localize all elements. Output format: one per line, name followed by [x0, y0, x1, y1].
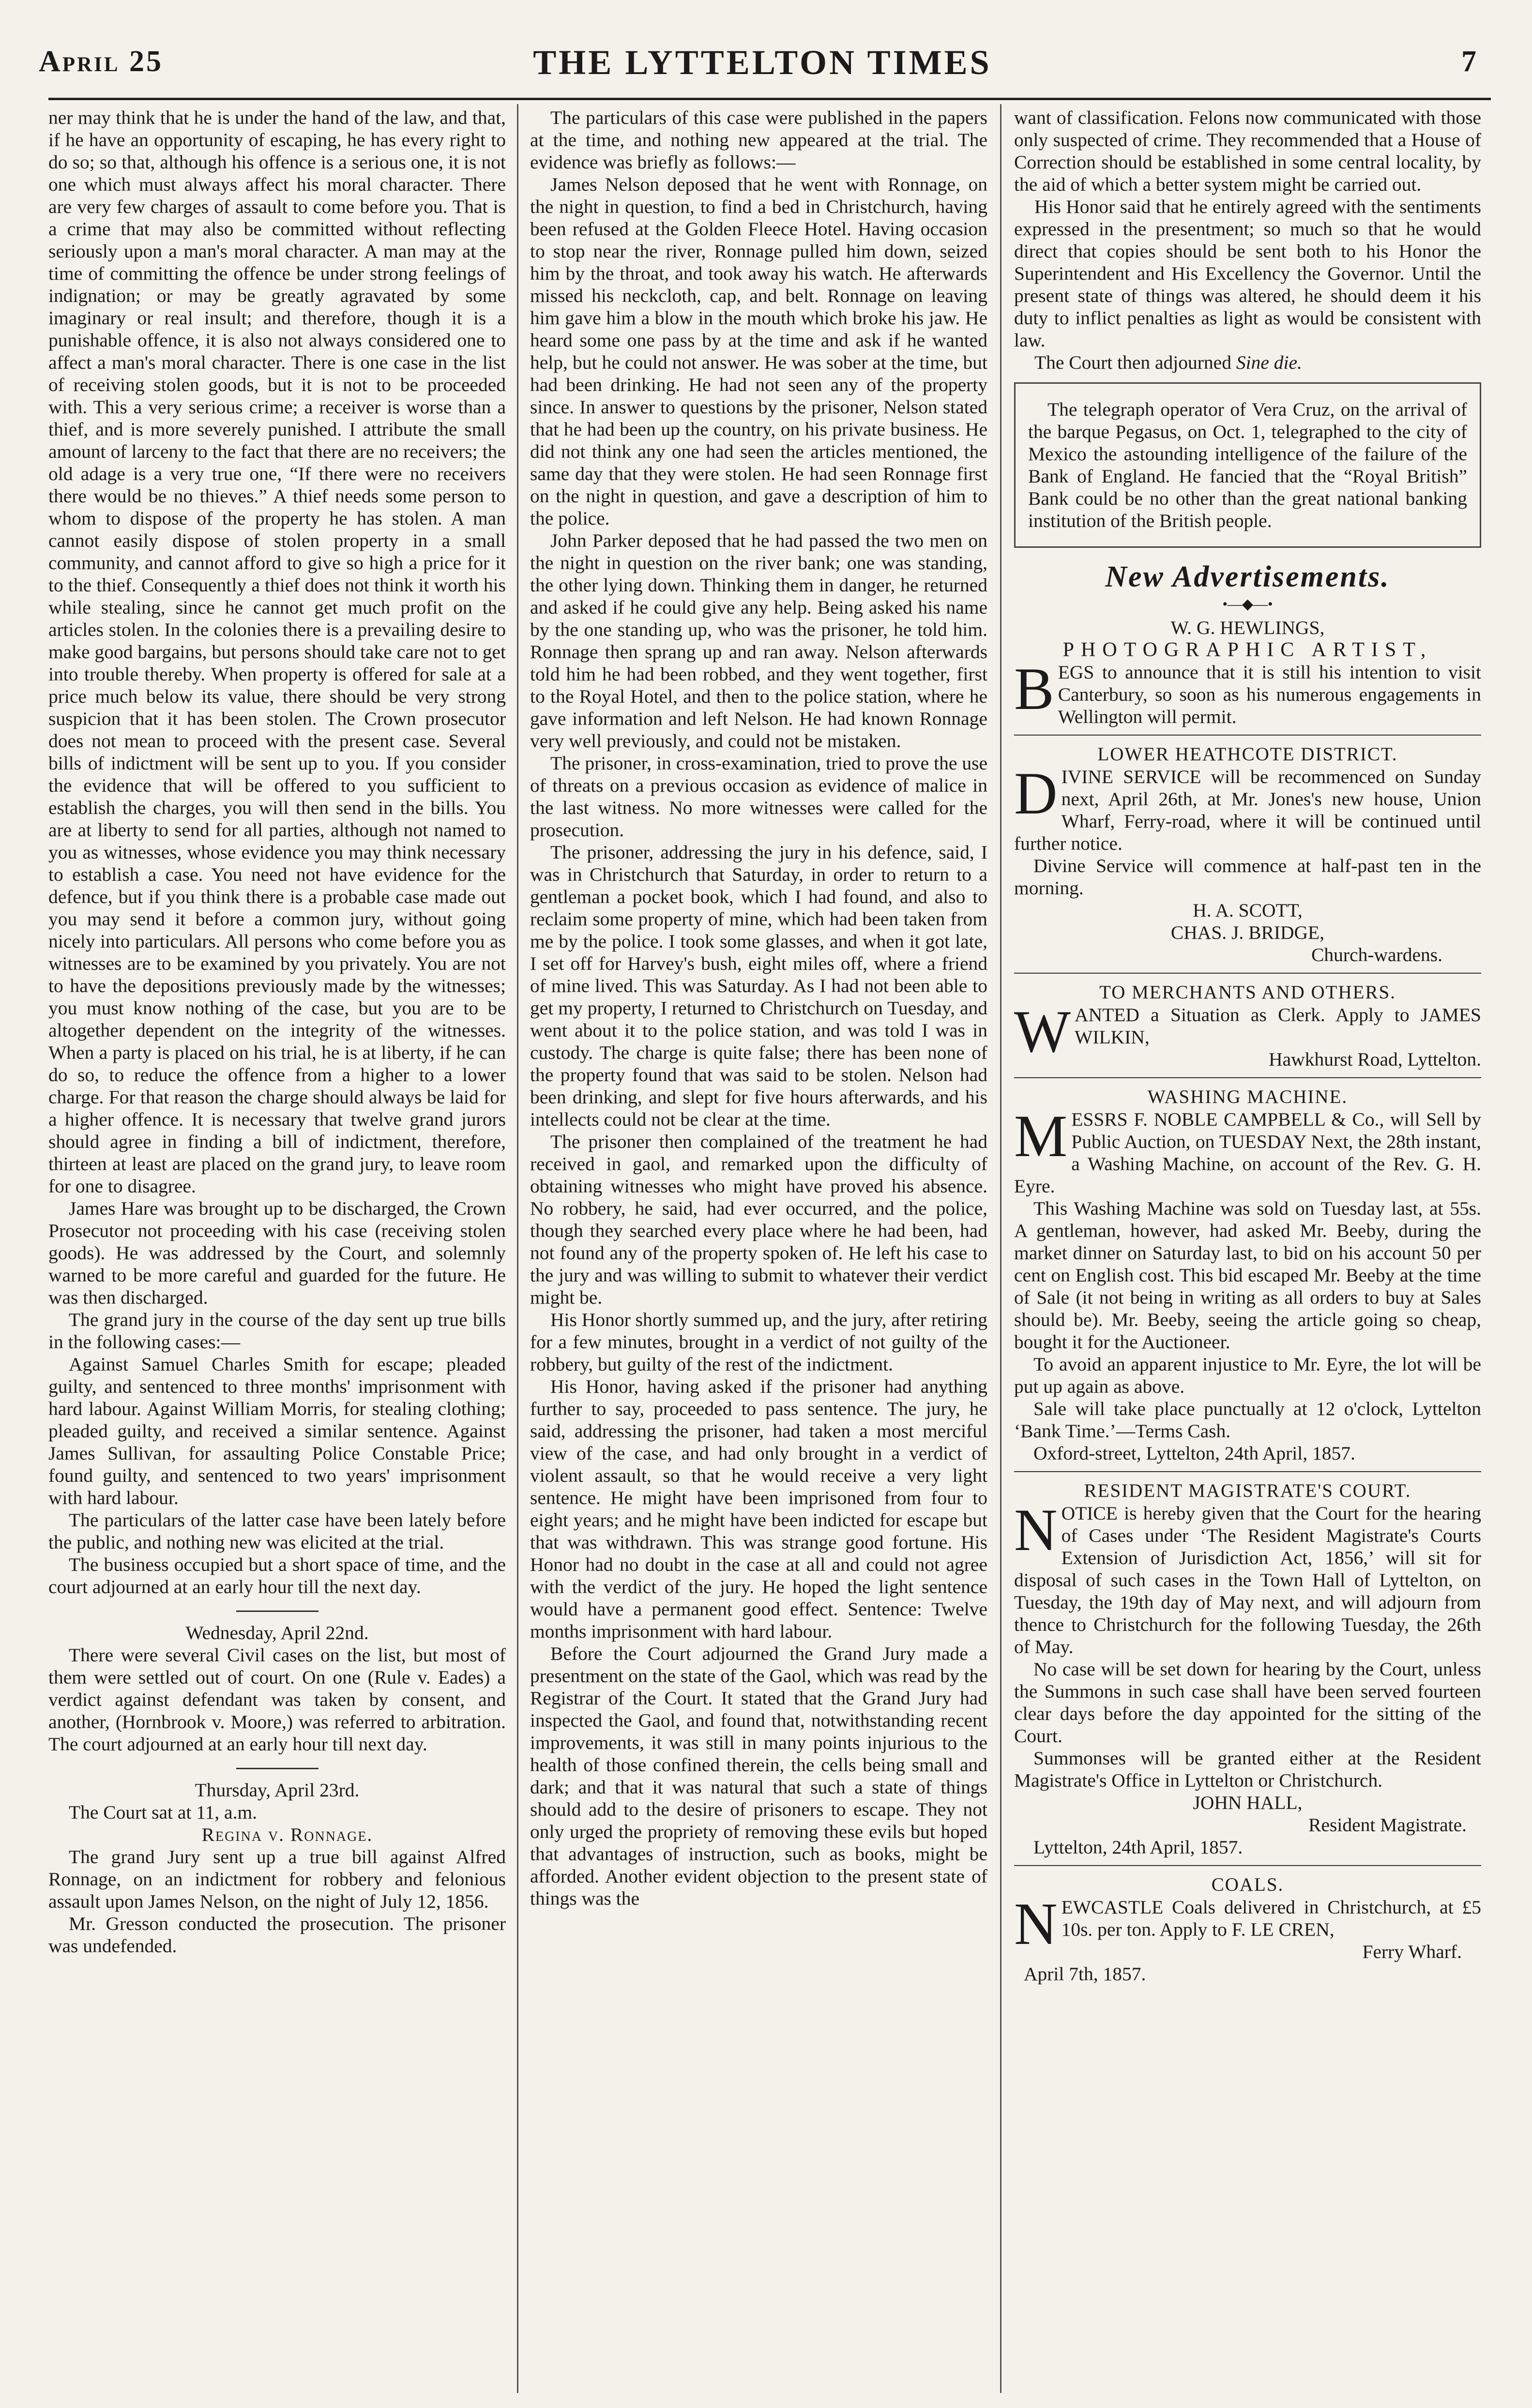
ad-heading: WASHING MACHINE.	[1147, 1086, 1348, 1107]
ad-text: OTICE is hereby given that the Court for the hearing of Cases under ‘The Resident Magistrate's Courts Extension of Jurisdiction Act, 1856,’ will sit for disposal of such cases in the Town Hall of Lyttelton, on Tuesday, the 19th day of May next, and will adjourn from thence to Christchurch for the following Tuesday, the 26th of May.	[1014, 1503, 1481, 1657]
ad-heading: LOWER HEATHCOTE DISTRICT.	[1097, 744, 1398, 765]
ad-body	[1014, 1103, 1481, 1197]
ad-text: No case will be set down for hearing by the Court, unless the Summons in such case shall have been served fourteen clear days before the day appointed for the sitting of the Court.	[1014, 1658, 1481, 1746]
ad-text: EGS to announce that it is still his intention to visit Canterbury, so soon as his numerous engagements in Wellington will permit.	[1058, 662, 1481, 727]
paragraph: The business occupied but a short space of time, and the court adjourned at an early hour till the next day.	[48, 1554, 506, 1597]
ad-signature-role: Church-wardens.	[1311, 944, 1442, 965]
ad-rule	[1014, 973, 1481, 974]
paragraph: ner may think that he is under the hand of the law, and that, if he have an opportunity of escaping, he has every right to do so; so that, although his offence is a serious one, it is not one which must always affect his moral character. There are very few charges of assault to come before you. That is a crime that may also be committed without reflecting seriously upon a man's moral character. A man may at the time of committing the offence be under strong feelings of indignation; or may be greatly agravated by some imaginary or real insult; and therefore, though it is a punishable offence, it is also not always considered one to affect a man's moral character. There is one case in the list of receiving stolen goods, but it is not to be proceeded with. This a very serious crime; a receiver is worse than a thief, and is more severely punished. I attribute the small amount of larceny to the fact that there are no receivers; the old adage is a very true one, “If there were no receivers there would be no thieves.” A thief needs some person to whom to dispose of the property he has stolen. A man cannot easily dispose of stolen property in a small community, and cannot afford to give so high a price for it to the thief. Consequently a thief does not think it worth his while stealing, since he cannot get much profit on the articles stolen. In the colonies there is a prevailing desire to make good bargains, but persons should take care not to get into trouble thereby. When property is offered for sale at a price much below its value, there should be very strong suspicion that it has been stolen. The Crown prosecutor does not mean to proceed with the present case. Several bills of indictment will be sent up to you. If you consider the evidence that will be offered to you sufficient to establish the charges, you will then send in the bills. You are at liberty to send for all parties, although not named to you as witnesses, whose evidence you may think necessary to establish a case. You need not have evidence for the defence, but if you think there is a probable case made out you may send it before a common jury, without going nicely into particulars. All persons who come before you as witnesses are to be examined by you privately. You are not to have the depositions previously made by the witnesses; you must know nothing of the case, but you are to be altogether dependent on the integrity of the witnesses. When a party is placed on his trial, he is at liberty, if he can do so, to reduce the offence from a higher to a lower charge. For that reason the charge should always be laid for a higher offence. It is necessary that twelve grand jurors should agree in finding a bill of indictment, therefore, thirteen at least are placed on the grand jury, to leave room for one to disagree.	[48, 107, 506, 1197]
drop-cap: M	[1014, 1103, 1068, 1169]
paragraph: The particulars of the latter case have been lately before the public, and nothing new was elicited at the trial.	[48, 1509, 506, 1553]
masthead	[39, 45, 1486, 98]
paragraph: The prisoner then complained of the treatment he had received in gaol, and remarked upon the difficulty of obtaining witnesses who might have proved his absence. No robbery, he said, had ever occurred, and the police, though they searched every place where he had been, had not found any of the property spoken of. He left his case to the jury and was willing to submit to whatever their verdict might be.	[530, 1131, 987, 1308]
paragraph: The prisoner, addressing the jury in his defence, said, I was in Christchurch that Saturday, in order to return to a gentleman a pocket book, which I had found, and also to reclaim some property of mine, which had been taken from me by the police. I took some glasses, and when it got late, I set off for Harvey's bush, eight miles off, where a friend of mine lived. This was Saturday. As I had not been able to get my property, I returned to Christchurch on Tuesday, and went about it to the police station, and was told I was in custody. The charge is quite false; there has been none of the property found that was said to be stolen. Nelson had been drinking, and slept for five hours afterwards, and his intellects could not be clear at the time.	[530, 842, 987, 1130]
text-run-italic: Sine die.	[1236, 352, 1302, 373]
text-run: The Court then adjourned	[1034, 352, 1236, 373]
advertisement-merchants	[1014, 981, 1481, 1070]
ad-text: Summonses will be granted either at the Resident Magistrate's Office in Lyttelton or Christchurch.	[1014, 1747, 1481, 1791]
ornament-divider: •—◆—•	[1222, 596, 1273, 612]
advertisement-heathcote	[1014, 743, 1481, 966]
new-advertisements-heading: New Advertisements.	[1105, 560, 1390, 593]
ad-text: To avoid an apparent injustice to Mr. Eyre, the lot will be put up again as above.	[1014, 1354, 1481, 1397]
ad-text: Sale will take place punctually at 12 o'clock, Lyttelton ‘Bank Time.’—Terms Cash.	[1014, 1398, 1481, 1442]
column-3	[1014, 106, 1481, 2395]
section-heading-wednesday: Wednesday, April 22nd.	[185, 1622, 369, 1643]
news-box	[1014, 382, 1481, 548]
ad-signature: H. A. SCOTT,	[1193, 900, 1303, 921]
ad-date: April 7th, 1857.	[1024, 1963, 1146, 1985]
ad-rule	[1014, 1865, 1481, 1866]
ad-text: Oxford-street, Lyttelton, 24th April, 1857.	[1033, 1443, 1355, 1464]
ad-rule	[1014, 735, 1481, 736]
ad-body	[1014, 760, 1481, 855]
ad-title: PHOTOGRAPHIC ARTIST,	[1062, 639, 1433, 661]
ad-signature: JOHN HALL,	[1193, 1792, 1303, 1813]
ad-text: Divine Service will commence at half-past ten in the morning.	[1014, 855, 1481, 899]
advertisement-hewlings	[1014, 617, 1481, 728]
ad-body	[1014, 656, 1481, 728]
ad-heading: RESIDENT MAGISTRATE'S COURT.	[1084, 1480, 1411, 1501]
advertisement-magistrates-court	[1014, 1480, 1481, 1858]
ad-signature-role: Resident Magistrate.	[1308, 1814, 1467, 1836]
case-heading: Regina v. Ronnage.	[201, 1824, 373, 1845]
drop-cap: W	[1014, 998, 1071, 1065]
paragraph: The prisoner, in cross-examination, tried to prove the use of threats on a previous occasion as evidence of malice in the last witness. No more witnesses were called for the prosecution.	[530, 752, 987, 841]
paragraph	[1014, 351, 1481, 374]
paragraph: Mr. Gresson conducted the prosecution. The prisoner was undefended.	[48, 1913, 506, 1956]
paragraph: Against Samuel Charles Smith for escape; pleaded guilty, and sentenced to three months' imprisonment with hard labour. Against William Morris, for stealing clothing; pleaded guilty, and received a similar sentence. Against James Sullivan, for assaulting Police Constable Price; found guilty, and sentenced to two years' imprisonment with hard labour.	[48, 1354, 506, 1508]
paragraph: James Hare was brought up to be discharged, the Crown Prosecutor not proceeding with his case (receiving stolen goods). He was addressed by the Court, and solemnly warned to be more careful and guarded for the future. He was then discharged.	[48, 1198, 506, 1308]
paragraph: His Honor said that he entirely agreed with the sentiments expressed in the presentment; so much so that he would direct that copies should be sent both to his Honor the Superintendent and His Excellency the Governor. Until the present state of things was altered, he should deem it his duty to inflict penalties as light as would be consistent with law.	[1014, 196, 1481, 351]
ad-rule	[1014, 1471, 1481, 1472]
column-divider	[1000, 104, 1001, 2393]
section-rule	[236, 1768, 319, 1769]
advertisement-washing-machine	[1014, 1086, 1481, 1464]
ad-heading: TO MERCHANTS AND OTHERS.	[1099, 982, 1396, 1003]
advertisement-coals	[1014, 1874, 1481, 1985]
ad-text: IVINE SERVICE will be recommenced on Sunday next, April 26th, at Mr. Jones's new house, Union Wharf, Ferry-road, where it will be continued until further notice.	[1014, 766, 1481, 854]
paragraph: Before the Court adjourned the Grand Jury made a presentment on the state of the Gaol, which was read by the Registrar of the Court. It stated that the Grand Jury had inspected the Gaol, and found that, notwithstanding recent improvements, it was still in many points injurious to the health of those confined therein, the cells being small and dark; and that it was natural that such a state of things should add to the desire of prisoners to escape. They not only urged the propriety of removing these evils but hoped that advantages of instruction, such as books, might be afforded. Another evident objection to the present state of things was the	[530, 1643, 987, 1909]
masthead-rule	[48, 98, 1491, 100]
section-rule	[236, 1610, 319, 1612]
paragraph: There were several Civil cases on the list, but most of them were settled out of court. On one (Rule v. Eades) a verdict against defendant was taken by consent, and another, (Hornbrook v. Moore,) was referred to arbitration. The court adjourned at an early hour till next day.	[48, 1644, 506, 1755]
ad-date: Lyttelton, 24th April, 1857.	[1033, 1836, 1243, 1858]
paragraph: John Parker deposed that he had passed the two men on the night in question on the river bank; one was standing, the other lying down. Thinking them in danger, he returned and asked if he could give any help. Being asked his name by the one standing up, who was the prisoner, he told him. Ronnage then sprang up and ran away. Nelson afterwards told him he had been robbed, and they went together, first to the Royal Hotel, and then to the police station, where he gave information and left Nelson. He had known Ronnage very well previously, and could not be mistaken.	[530, 530, 987, 752]
column-1	[48, 106, 506, 2395]
ad-address: Hawkhurst Road, Lyttelton.	[1269, 1049, 1481, 1070]
paragraph: His Honor shortly summed up, and the jury, after retiring for a few minutes, brought in a verdict of not guilty of the robbery, but guilty of the rest of the indictment.	[530, 1309, 987, 1375]
drop-cap: B	[1014, 656, 1054, 722]
paragraph: The particulars of this case were published in the papers at the time, and nothing new appeared at the trial. The evidence was briefly as follows:—	[530, 107, 987, 173]
ad-text: EWCASTLE Coals delivered in Christchurch, at £5 10s. per ton. Apply to F. LE CREN,	[1061, 1896, 1481, 1940]
ad-text: ANTED a Situation as Clerk. Apply to JAMES WILKIN,	[1075, 1004, 1481, 1048]
column-divider	[517, 104, 518, 2393]
issue-date: April 25	[39, 45, 164, 78]
paragraph: The grand Jury sent up a true bill against Alfred Ronnage, on an indictment for robbery and felonious assault upon James Nelson, on the night of July 12, 1856.	[48, 1846, 506, 1912]
drop-cap: D	[1014, 760, 1058, 827]
paragraph: The Court sat at 11, a.m.	[69, 1802, 258, 1823]
ad-text: This Washing Machine was sold on Tuesday last, at 55s. A gentleman, however, had asked Mr. Beeby, during the market dinner on Saturday last, to bid on his account 50 per cent on English cost. This bid escaped Mr. Beeby at the time of Sale (it not being in writing as all orders to buy at Sales should be). Mr. Beeby, seeing the article going so cheap, bought it for the Auctioneer.	[1014, 1198, 1481, 1353]
ad-body	[1014, 1497, 1481, 1658]
page-number: 7	[1461, 45, 1476, 78]
paragraph: want of classification. Felons now communicated with those only suspected of crime. They recommended that a House of Correction should be established in some central locality, by the aid of which a better system might be carried out.	[1014, 107, 1481, 195]
section-heading-thursday: Thursday, April 23rd.	[195, 1779, 360, 1801]
ad-name: W. G. HEWLINGS,	[1170, 617, 1325, 638]
paragraph: His Honor, having asked if the prisoner had anything further to say, proceeded to pass sentence. The jury, he said, addressing the prisoner, had taken a most merciful view of the case, and had only brought in a verdict of violent assault, so that he would receive a very light sentence. He might have been imprisoned from four to eight years; and he might have been indicted for escape but that was withdrawn. This was strange good fortune. His Honor had no doubt in the case at all and could not agree with the verdict of the jury. He hoped the light sentence would have a permanent good effect. Sentence: Twelve months imprisonment with hard labour.	[530, 1376, 987, 1642]
ad-signature: CHAS. J. BRIDGE,	[1170, 922, 1325, 943]
drop-cap: N	[1014, 1497, 1058, 1563]
ad-address: Ferry Wharf.	[1362, 1941, 1462, 1962]
ad-rule	[1014, 1077, 1481, 1078]
ad-text: ESSRS F. NOBLE CAMPBELL & Co., will Sell by Public Auction, on TUESDAY Next, the 28th instant, a Washing Machine, on account of the Rev. G. H. Eyre.	[1014, 1109, 1481, 1197]
newspaper-title: THE LYTTELTON TIMES	[533, 43, 992, 82]
paragraph: James Nelson deposed that he went with Ronnage, on the night in question, to find a bed in Christchurch, having been refused at the Golden Fleece Hotel. Having occasion to stop near the river, Ronnage pulled him down, seized him by the throat, and took away his watch. He afterwards missed his neckcloth, cap, and belt. Ronnage on leaving him gave him a blow in the mouth which broke his jaw. He heard some one pass by at the time and ask if he wanted help, but he could not answer. He was sober at the time, but had been drinking. He had not seen any of the property since. In answer to questions by the prisoner, Nelson stated that he had been up the country, on his private business. He did not think any one had seen the articles mentioned, the same day that they were stolen. He had seen Ronnage first on the night in question, and gave a description of him to the police.	[530, 174, 987, 529]
paragraph: The grand jury in the course of the day sent up true bills in the following cases:—	[48, 1309, 506, 1353]
paragraph: The telegraph operator of Vera Cruz, on the arrival of the barque Pegasus, on Oct. 1, telegraphed to the city of Mexico the astounding intelligence of the failure of the Bank of England. He fancied that the “Royal British” Bank could be no other than the great national banking institution of the British people.	[1028, 399, 1467, 531]
ad-heading: COALS.	[1211, 1874, 1284, 1895]
column-2	[530, 106, 987, 2395]
drop-cap: N	[1014, 1891, 1058, 1957]
